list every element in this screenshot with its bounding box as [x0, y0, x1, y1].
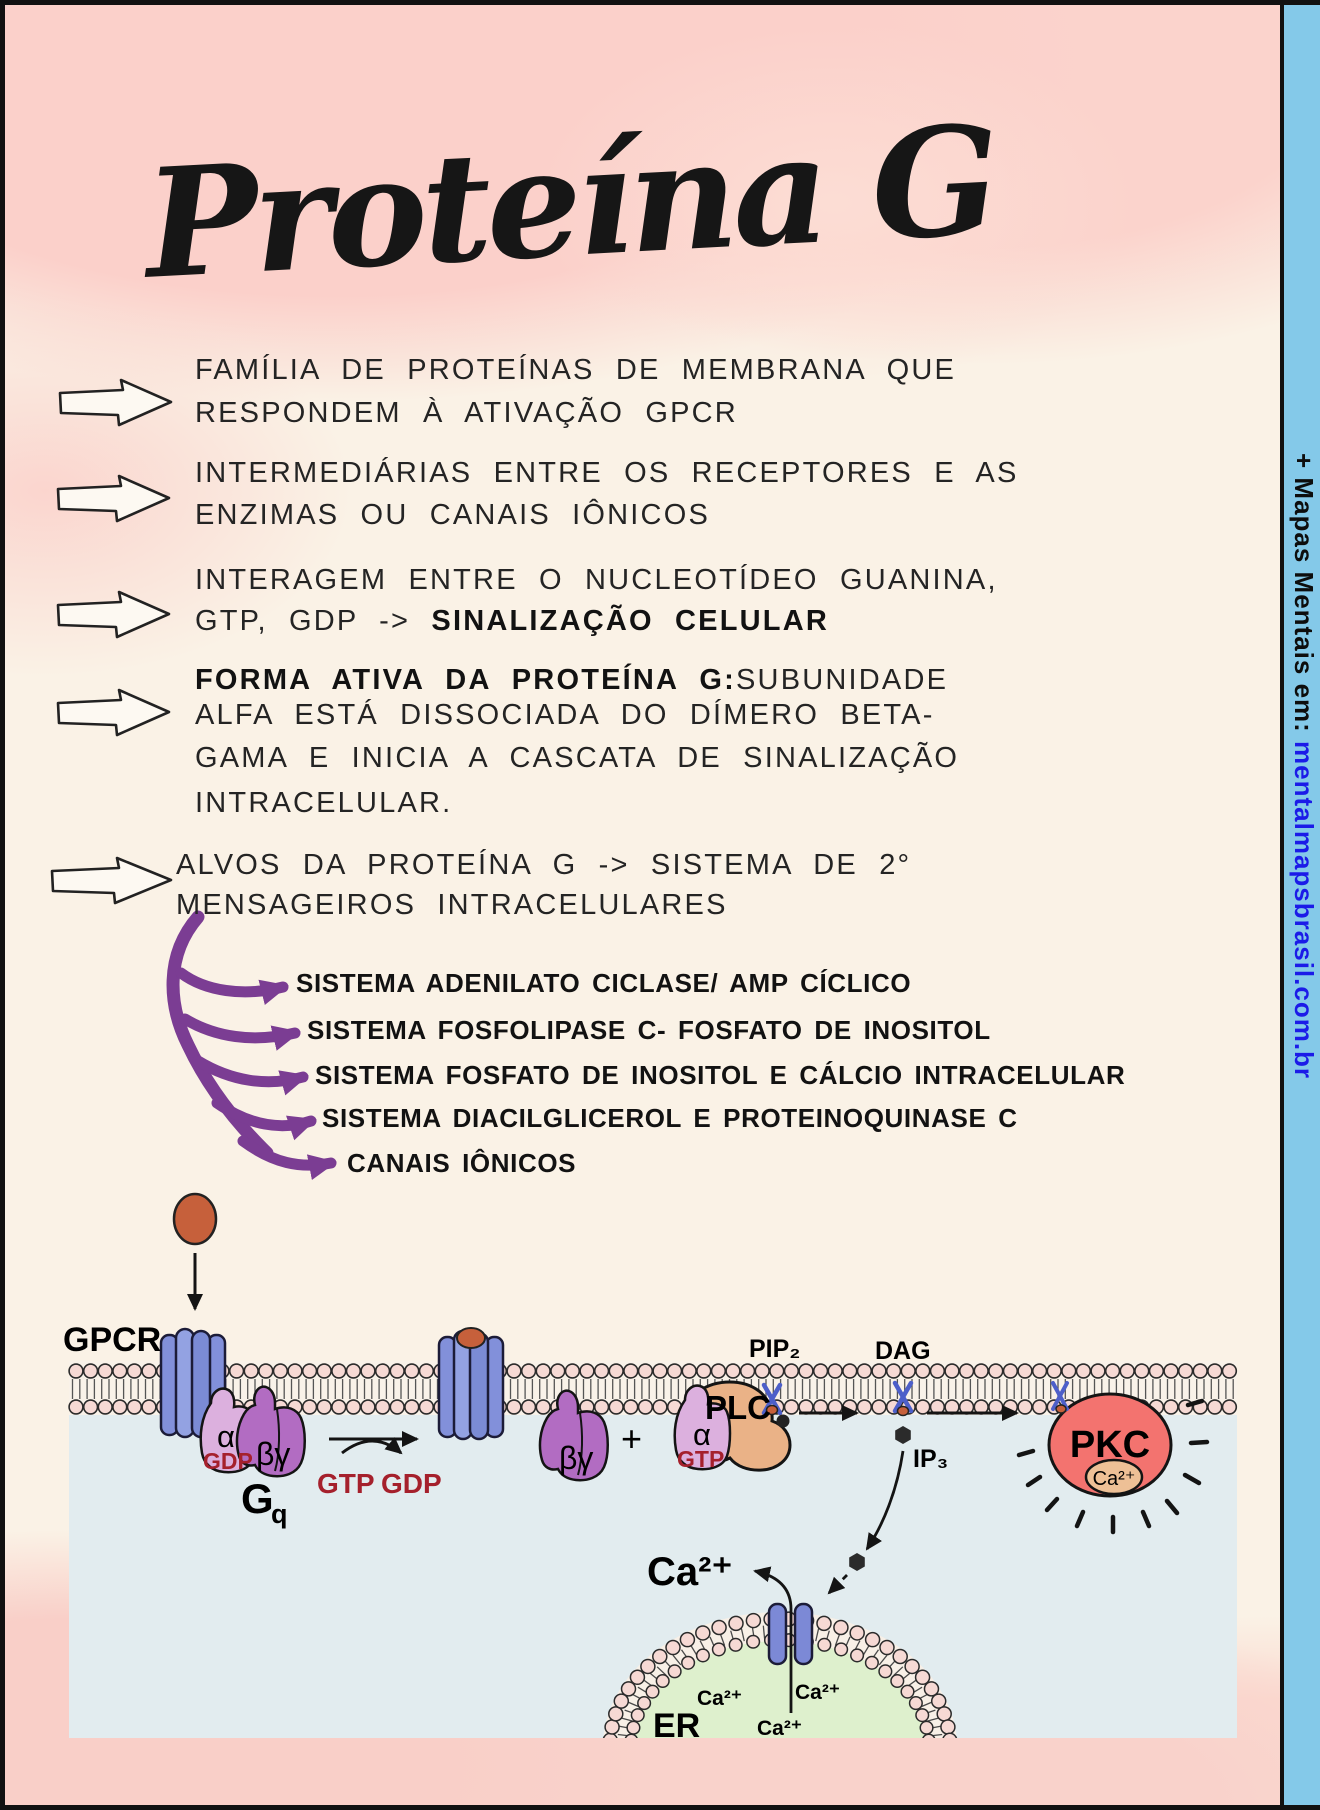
- gpcr-label: GPCR: [63, 1321, 162, 1359]
- lipid-head-orange: [1056, 1405, 1066, 1413]
- gdp1-label: GDP: [203, 1448, 253, 1474]
- arrow-right-icon: [52, 858, 171, 903]
- system-item-2: SISTEMA FOSFOLIPASE C- FOSFATO DE INOSITOL: [307, 1015, 991, 1045]
- arrow-right-icon: [58, 690, 169, 735]
- gdp-exchange-label: GDP: [381, 1468, 442, 1499]
- dag-label: DAG: [875, 1337, 931, 1365]
- watermark-url: mentalmapsbrasil.com.br: [1289, 741, 1319, 1080]
- page-title: Proteína G: [140, 92, 1000, 313]
- bullet-5-line-1: ALVOS DA PROTEÍNA G -> SISTEMA DE 2°: [176, 849, 912, 881]
- bullet-3-line-2: GTP, GDP -> SINALIZAÇÃO CELULAR: [195, 605, 829, 637]
- bullet-4-line-1: FORMA ATIVA DA PROTEÍNA G:SUBUNIDADE: [195, 664, 949, 696]
- bullet-5-line-2: MENSAGEIROS INTRACELULARES: [176, 889, 728, 921]
- gtp2-label: GTP: [677, 1446, 725, 1472]
- plc-label: PLC: [705, 1389, 771, 1426]
- alpha2-label: α: [693, 1417, 711, 1452]
- ca-release-label: Ca²⁺: [647, 1550, 733, 1594]
- pkc-ca-label: Ca²⁺: [1092, 1468, 1136, 1490]
- betagamma2-label: βγ: [559, 1440, 594, 1476]
- watermark-sidebar: [1280, 5, 1320, 1810]
- gtp-exchange-label: GTP: [317, 1468, 375, 1499]
- system-item-5: CANAIS IÔNICOS: [347, 1148, 577, 1178]
- bullet-3-line-1: INTERAGEM ENTRE O NUCLEOTÍDEO GUANINA,: [195, 564, 998, 596]
- bound-ligand-icon: [457, 1328, 485, 1348]
- watermark-prefix: + Mapas Mentais em:: [1289, 453, 1319, 742]
- er-ca1-label: Ca²⁺: [697, 1687, 742, 1710]
- arrow-right-icon: [60, 380, 171, 425]
- bullet-arrow-icons: [52, 380, 171, 903]
- gq-label: G: [241, 1475, 274, 1522]
- alpha1-label: α: [217, 1419, 235, 1454]
- ip3-head-black: [777, 1415, 790, 1428]
- system-item-3: SISTEMA FOSFATO DE INOSITOL E CÁLCIO INTRACELULAR: [315, 1060, 1126, 1090]
- pkc-label: PKC: [1069, 1424, 1151, 1466]
- bullet-2-line-2: ENZIMAS OU CANAIS IÔNICOS: [195, 499, 710, 531]
- system-item-4: SISTEMA DIACILGLICEROL E PROTEINOQUINASE C: [322, 1103, 1018, 1133]
- er-label: ER: [653, 1707, 701, 1745]
- arrow-right-icon: [58, 476, 169, 521]
- plus-label: +: [621, 1418, 643, 1459]
- ip3-label: IP₃: [913, 1445, 949, 1473]
- bullet-1-line-2: RESPONDEM À ATIVAÇÃO GPCR: [195, 397, 738, 429]
- lipid-head-orange: [898, 1407, 909, 1416]
- betagamma1-label: βγ: [256, 1436, 291, 1472]
- bullet-4-line-2: ALFA ESTÁ DISSOCIADA DO DÍMERO BETA-: [195, 699, 935, 731]
- watermark-text: [1288, 453, 1319, 1079]
- system-item-1: SISTEMA ADENILATO CICLASE/ AMP CÍCLICO: [296, 968, 912, 998]
- bullet-2-line-1: INTERMEDIÁRIAS ENTRE OS RECEPTORES E AS: [195, 457, 1019, 489]
- bullet-4-line-3: GAMA E INICIA A CASCATA DE SINALIZAÇÃO: [195, 742, 960, 774]
- er-ca3-label: Ca²⁺: [757, 1717, 802, 1740]
- bullet-1-line-1: FAMÍLIA DE PROTEÍNAS DE MEMBRANA QUE: [195, 354, 957, 386]
- bullet-4-line-4: INTRACELULAR.: [195, 787, 453, 819]
- pip2-label: PIP₂: [749, 1335, 801, 1363]
- gq-sub-label: q: [271, 1499, 288, 1529]
- er-ca2-label: Ca²⁺: [795, 1681, 840, 1704]
- ligand-icon: [174, 1194, 216, 1244]
- arrow-right-icon: [58, 592, 169, 637]
